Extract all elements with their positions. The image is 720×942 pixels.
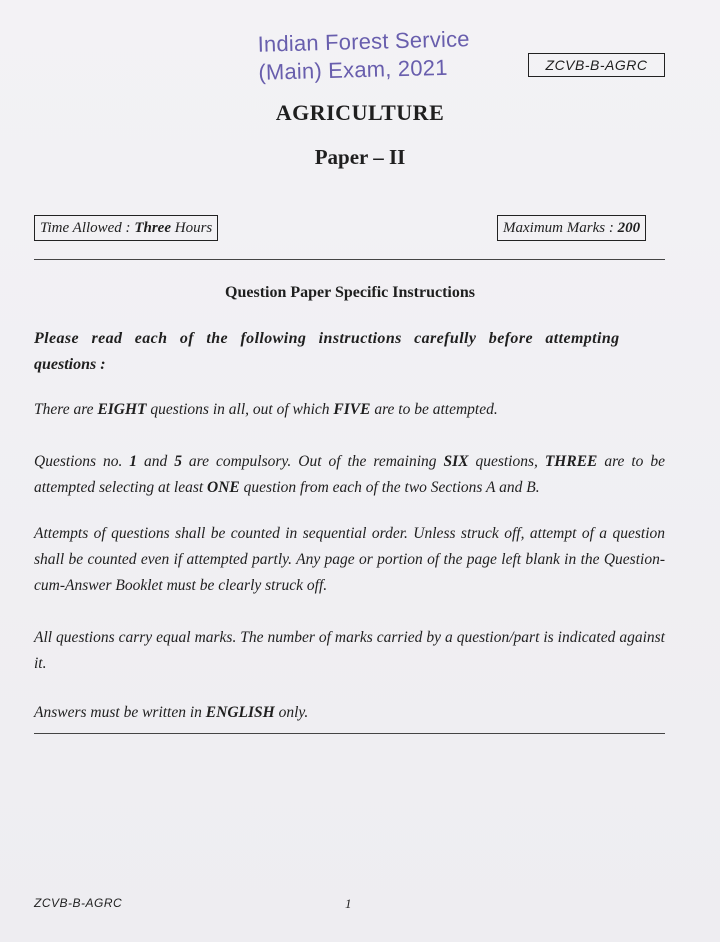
instruction-5-bold: ENGLISH [205,704,275,721]
instruction-1-text: questions in all, out of which [146,401,334,418]
stamp-line-1: Indian Forest Service [257,26,470,57]
time-allowed-box [34,215,218,241]
instruction-2-text: are compulsory. Out of the remaining [181,453,444,470]
stamp-line-2: (Main) Exam, 2021 [258,54,448,85]
instruction-1-text: There are [34,401,98,418]
instruction-1-text: are to be attempted. [370,401,498,418]
exam-stamp [257,25,470,87]
instruction-3: Attempts of questions shall be counted in sequential order. Unless struck off, attempt of a question shall be counted even if attempted partly. Any page or portion of the page left blank in the Question-cum-Answer Booklet must be clearly struck off. [34,525,665,594]
instruction-2-bold: 1 [129,453,138,470]
instruction-1 [34,397,665,423]
time-allowed-label: Time Allowed : [40,220,135,236]
time-allowed-suffix: Hours [170,220,213,236]
instruction-2-text: question from each of the two Sections A and B. [239,479,540,496]
instruction-4: All questions carry equal marks. The number of marks carried by a question/part is indicated against it. [34,629,665,672]
instruction-5-text: Answers must be written in [34,704,206,721]
instruction-2-text: Questions no. [34,453,130,470]
intro-line-2: questions : [34,356,106,373]
bottom-divider [34,733,665,734]
intro-line-1: Please read each of the following instructions carefully before attempting [34,330,620,347]
instruction-2-text: questions, [468,453,545,470]
intro-paragraph [34,326,665,378]
max-marks-value: 200 [617,220,641,236]
footer-paper-code: ZCVB-B-AGRC [34,896,123,910]
paper-title: AGRICULTURE [275,100,445,125]
instruction-2-text: and [137,453,175,470]
max-marks-box [497,215,646,241]
instruction-2 [34,449,665,501]
instruction-2-bold: 5 [174,453,182,470]
instruction-2-bold: SIX [443,453,469,470]
instructions-heading: Question Paper Specific Instructions [225,284,475,301]
instruction-2-bold: ONE [207,479,240,496]
time-allowed-value: Three [134,220,171,236]
paper-code-box: ZCVB-B-AGRC [528,53,665,77]
instruction-5-text: only. [274,704,309,721]
page-number: 1 [345,896,352,911]
instruction-1-bold: FIVE [333,401,371,418]
instruction-2-text: are to be attempted selecting at least [34,453,666,496]
max-marks-label: Maximum Marks : [503,220,618,236]
instruction-5 [34,700,665,726]
instruction-1-bold: EIGHT [97,401,147,418]
paper-subtitle: Paper – II [314,145,406,169]
top-divider [34,259,665,260]
instruction-2-bold: THREE [544,453,598,470]
